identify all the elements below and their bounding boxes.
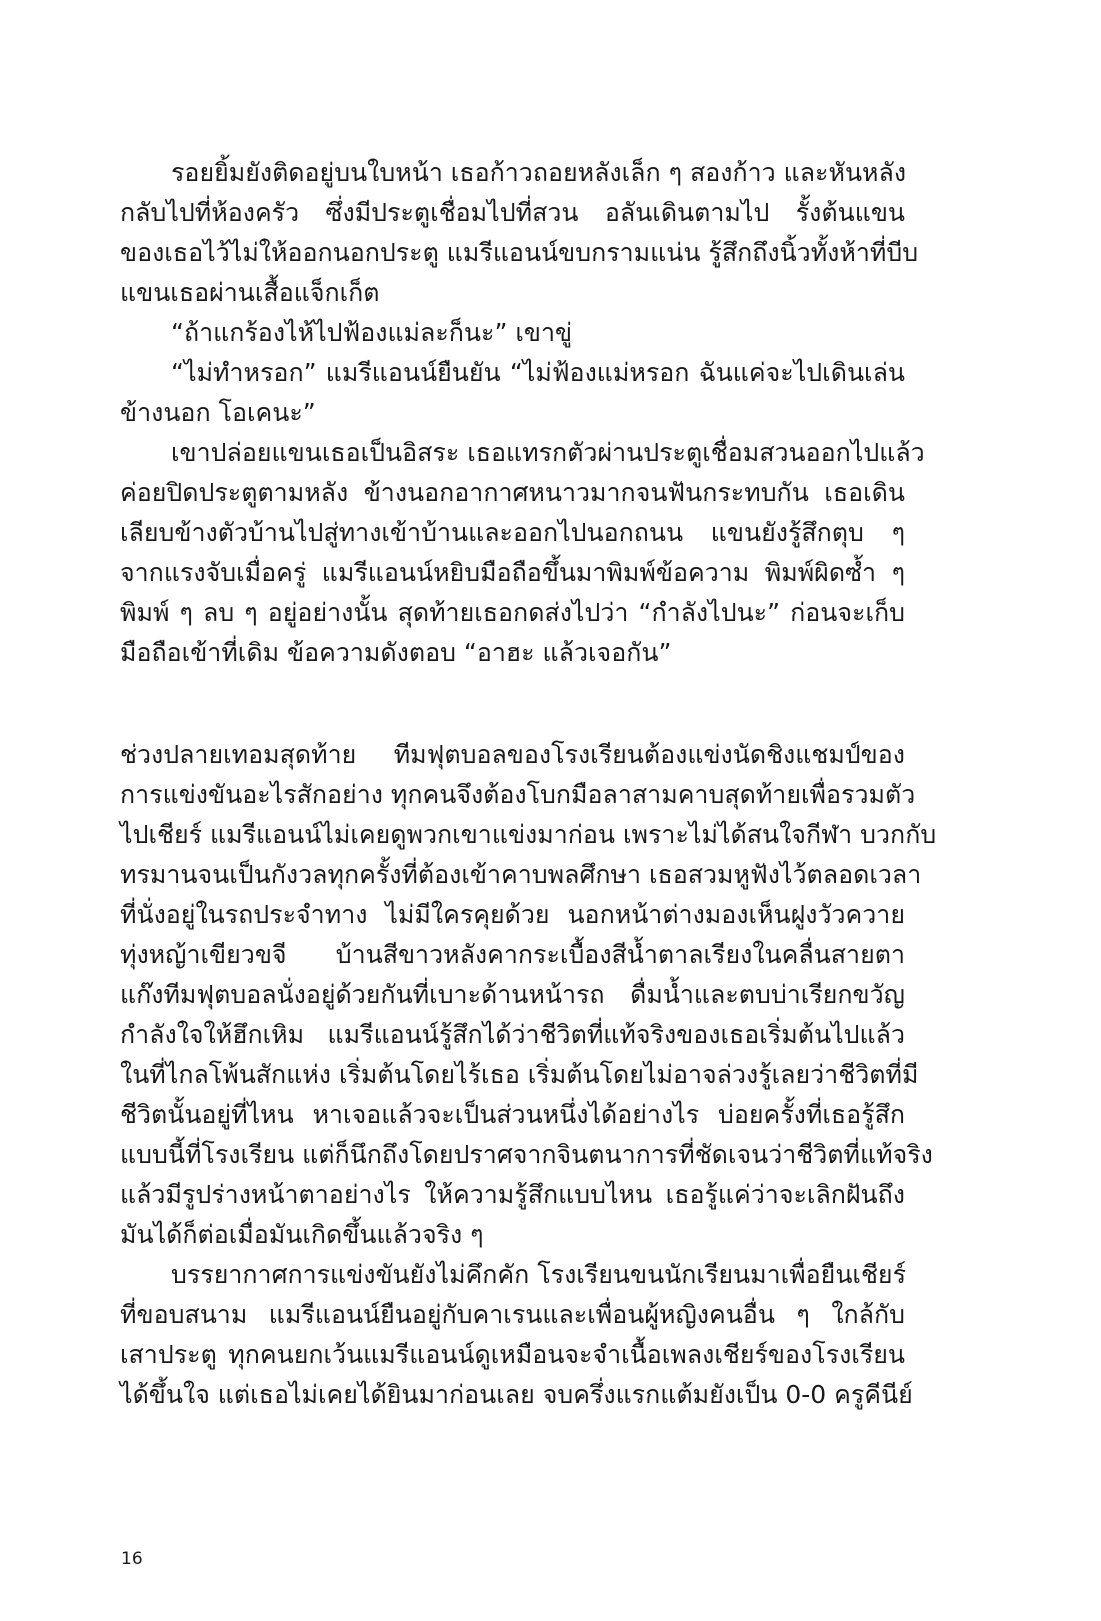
paragraph-line: พิมพ์ ๆ ลบ ๆ อยู่อย่างนั้น สุดท้ายเธอกดส่งไปว่า “กำลังไปนะ” ก่อนจะเก็บ (120, 598, 905, 627)
paragraph-line: ค่อยปิดประตูตามหลัง ข้างนอกอากาศหนาวมากจนฟันกระทบกัน เธอเดิน (120, 478, 905, 507)
paragraph-line: บรรยากาศการแข่งขันยังไม่คึกคัก โรงเรียนขนนักเรียนมาเพื่อยืนเชียร์ (171, 1260, 906, 1289)
page-number: 16 (121, 1549, 143, 1569)
paragraph-line: แล้วมีรูปร่างหน้าตาอย่างไร ให้ความรู้สึกแบบไหน เธอรู้แค่ว่าจะเลิกฝันถึง (120, 1180, 905, 1209)
paragraph-line: กำลังใจให้ฮึกเหิม แมรีแอนน์รู้สึกได้ว่าชีวิตที่แท้จริงของเธอเริ่มต้นไปแล้ว (120, 1020, 905, 1049)
paragraph-line: มือถือเข้าที่เดิม ข้อความดังตอบ “อาฮะ แล้วเจอกัน” (120, 638, 672, 667)
paragraph-line: ชีวิตนั้นอยู่ที่ไหน หาเจอแล้วจะเป็นส่วนหนึ่งได้อย่างไร บ่อยครั้งที่เธอรู้สึก (120, 1100, 905, 1129)
paragraph-line: การแข่งขันอะไรสักอย่าง ทุกคนจึงต้องโบกมือลาสามคาบสุดท้ายเพื่อรวมตัว (120, 780, 916, 809)
paragraph-line: ทรมานจนเป็นกังวลทุกครั้งที่ต้องเข้าคาบพลศึกษา เธอสวมหูฟังไว้ตลอดเวลา (120, 860, 922, 889)
text-section-2 (120, 735, 937, 1415)
dialogue-line: “ไม่ทำหรอก” แมรีแอนน์ยืนยัน “ไม่ฟ้องแม่หรอก ฉันแค่จะไปเดินเล่น (171, 358, 905, 387)
paragraph-line: ได้ขึ้นใจ แต่เธอไม่เคยได้ยินมาก่อนเลย จบครึ่งแรกแต้มยังเป็น 0-0 ครูคีนีย์ (120, 1380, 913, 1409)
dialogue-line: ข้างนอก โอเคนะ” (120, 398, 316, 427)
paragraph-line: ไปเชียร์ แมรีแอนน์ไม่เคยดูพวกเขาแข่งมาก่อน เพราะไม่ได้สนใจกีฬา บวกกับ (120, 820, 937, 849)
paragraph-line: ในที่ไกลโพ้นสักแห่ง เริ่มต้นโดยไร้เธอ เริ่มต้นโดยไม่อาจล่วงรู้เลยว่าชีวิตที่มี (120, 1060, 919, 1089)
paragraph-line: แขนเธอผ่านเสื้อแจ็กเก็ต (120, 278, 380, 307)
paragraph-line: ทุ่งหญ้าเขียวขจี บ้านสีขาวหลังคากระเบื้องสีน้ำตาลเรียงในคลื่นสายตา (120, 940, 905, 969)
paragraph-line: ของเธอไว้ไม่ให้ออกนอกประตู แมรีแอนน์ขบกรามแน่น รู้สึกถึงนิ้วทั้งห้าที่บีบ (120, 238, 919, 267)
paragraph-line: ช่วงปลายเทอมสุดท้าย ทีมฟุตบอลของโรงเรียนต้องแข่งนัดชิงแชมป์ของ (120, 740, 905, 769)
text-section-1 (120, 153, 925, 673)
paragraph-line: ที่นั่งอยู่ในรถประจำทาง ไม่มีใครคุยด้วย นอกหน้าต่างมองเห็นฝูงวัวควาย (120, 900, 905, 929)
paragraph-line: เขาปล่อยแขนเธอเป็นอิสระ เธอแทรกตัวผ่านประตูเชื่อมสวนออกไปแล้ว (171, 438, 925, 467)
paragraph-line: กลับไปที่ห้องครัว ซึ่งมีประตูเชื่อมไปที่สวน อลันเดินตามไป รั้งต้นแขน (120, 198, 905, 227)
paragraph-line: เสาประตู ทุกคนยกเว้นแมรีแอนน์ดูเหมือนจะจำเนื้อเพลงเชียร์ของโรงเรียน (120, 1340, 905, 1369)
paragraph-line: จากแรงจับเมื่อครู่ แมรีแอนน์หยิบมือถือขึ้นมาพิมพ์ข้อความ พิมพ์ผิดซ้ำ ๆ (120, 558, 905, 587)
paragraph-line: แก๊งทีมฟุตบอลนั่งอยู่ด้วยกันที่เบาะด้านหน้ารถ ดื่มน้ำและตบบ่าเรียกขวัญ (120, 980, 905, 1009)
paragraph-line: มันได้ก็ต่อเมื่อมันเกิดขึ้นแล้วจริง ๆ (120, 1220, 484, 1249)
paragraph-line: รอยยิ้มยังติดอยู่บนใบหน้า เธอก้าวถอยหลังเล็ก ๆ สองก้าว และหันหลัง (171, 158, 907, 187)
paragraph-line: ที่ขอบสนาม แมรีแอนน์ยืนอยู่กับคาเรนและเพื่อนผู้หญิงคนอื่น ๆ ใกล้กับ (120, 1300, 905, 1329)
paragraph-line: แบบนี้ที่โรงเรียน แต่ก็นึกถึงโดยปราศจากจินตนาการที่ชัดเจนว่าชีวิตที่แท้จริง (120, 1140, 933, 1169)
dialogue-line: “ถ้าแกร้องไห้ไปฟ้องแม่ละก็นะ” เขาขู่ (171, 318, 573, 347)
paragraph-line: เลียบข้างตัวบ้านไปสู่ทางเข้าบ้านและออกไปนอกถนน แขนยังรู้สึกตุบ ๆ (120, 518, 905, 547)
